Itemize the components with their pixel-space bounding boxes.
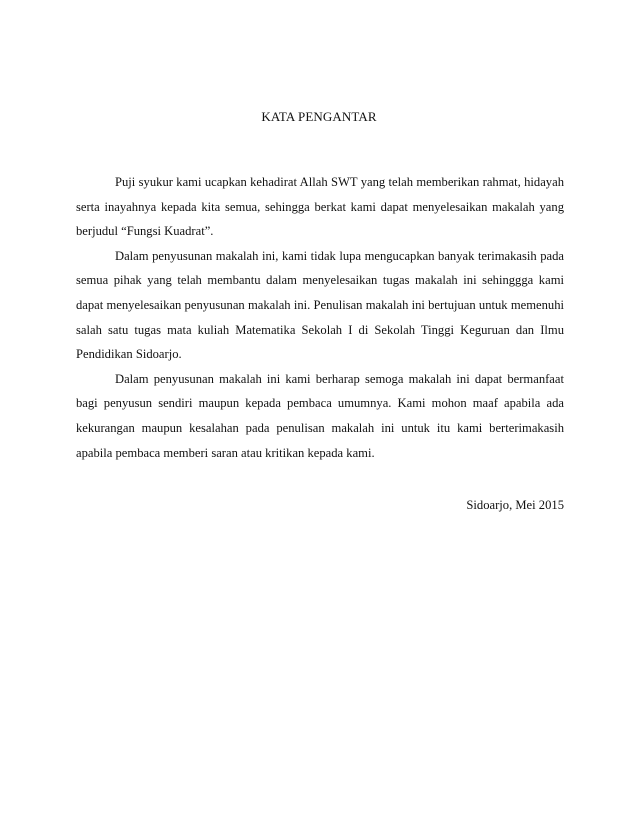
page-title: KATA PENGANTAR (261, 109, 377, 124)
place-date-signature: Sidoarjo, Mei 2015 (466, 498, 564, 512)
document-body (76, 170, 564, 465)
paragraph-3: Dalam penyusunan makalah ini kami berharap semoga makalah ini dapat bermanfaat bagi penyusun sendiri maupun kepada pembaca umumnya. Kami mohon maaf apabila ada kekurangan maupun kesalahan pada penulisan makalah ini untuk itu kami berterimakasih apabila pembaca memberi saran atau kritikan kepada kami. (76, 371, 564, 460)
paragraph-2: Dalam penyusunan makalah ini, kami tidak lupa mengucapkan banyak terimakasih pada semua pihak yang telah membantu dalam menyelesaikan tugas makalah ini sehinggga kami dapat menyelesaikan penyusunan makalah ini. Penulisan makalah ini bertujuan untuk memenuhi salah satu tugas mata kuliah Matematika Sekolah I di Sekolah Tinggi Keguruan dan Ilmu Pendidikan Sidoarjo. (76, 248, 564, 362)
paragraph-1: Puji syukur kami ucapkan kehadirat Allah SWT yang telah memberikan rahmat, hidayah serta inayahnya kepada kita semua, sehingga berkat kami dapat menyelesaikan makalah yang berjudul “Fungsi Kuadrat”. (76, 175, 564, 239)
